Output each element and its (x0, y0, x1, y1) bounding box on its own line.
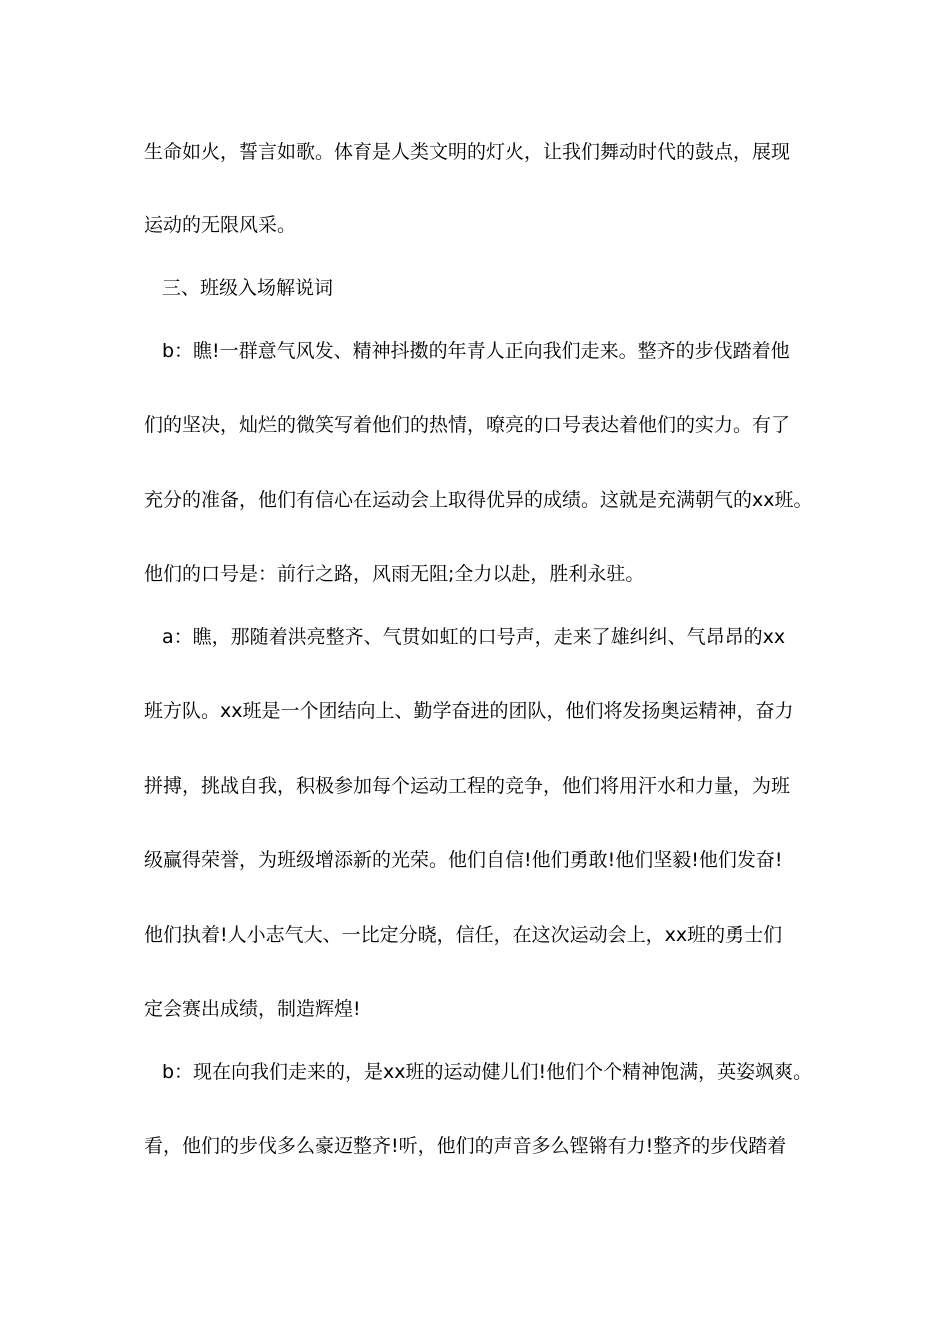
paragraph-line: 班方队。xx班是一个团结向上、勤学奋进的团队，他们将发扬奥运精神，奋力 (144, 700, 794, 722)
paragraph-line: 他们的口号是：前行之路，风雨无阻;全力以赴，胜利永驻。 (144, 563, 645, 585)
paragraph-line: b：瞧!一群意气风发、精神抖擞的年青人正向我们走来。整齐的步伐踏着他 (162, 340, 790, 362)
paragraph-line: 们的坚决，灿烂的微笑写着他们的热情，嘹亮的口号表达着他们的实力。有了 (144, 414, 791, 436)
paragraph-line: 生命如火，誓言如歌。体育是人类文明的灯火，让我们舞动时代的鼓点，展现 (144, 141, 791, 163)
section-heading: 三、班级入场解说词 (162, 277, 334, 299)
paragraph-line: 定会赛出成绩，制造辉煌! (144, 998, 361, 1020)
paragraph-line: a：瞧，那随着洪亮整齐、气贯如虹的口号声，走来了雄纠纠、气昂昂的xx (162, 626, 786, 648)
paragraph-line: 拼搏，挑战自我，积极参加每个运动工程的竞争，他们将用汗水和力量，为班 (144, 775, 791, 797)
paragraph-line: 充分的准备，他们有信心在运动会上取得优异的成绩。这就是充满朝气的xx班。 (144, 489, 813, 511)
paragraph-line: 他们执着!人小志气大、一比定分晓，信任，在这次运动会上，xx班的勇士们 (144, 924, 783, 946)
paragraph-line: 级赢得荣誉，为班级增添新的光荣。他们自信!他们勇敢!他们坚毅!他们发奋! (144, 849, 783, 871)
paragraph-line: b：现在向我们走来的，是xx班的运动健儿们!他们个个精神饱满，英姿飒爽。 (162, 1061, 813, 1083)
paragraph-line: 看，他们的步伐多么豪迈整齐!听，他们的声音多么铿锵有力!整齐的步伐踏着 (144, 1135, 787, 1157)
paragraph-line: 运动的无限风采。 (144, 214, 297, 236)
